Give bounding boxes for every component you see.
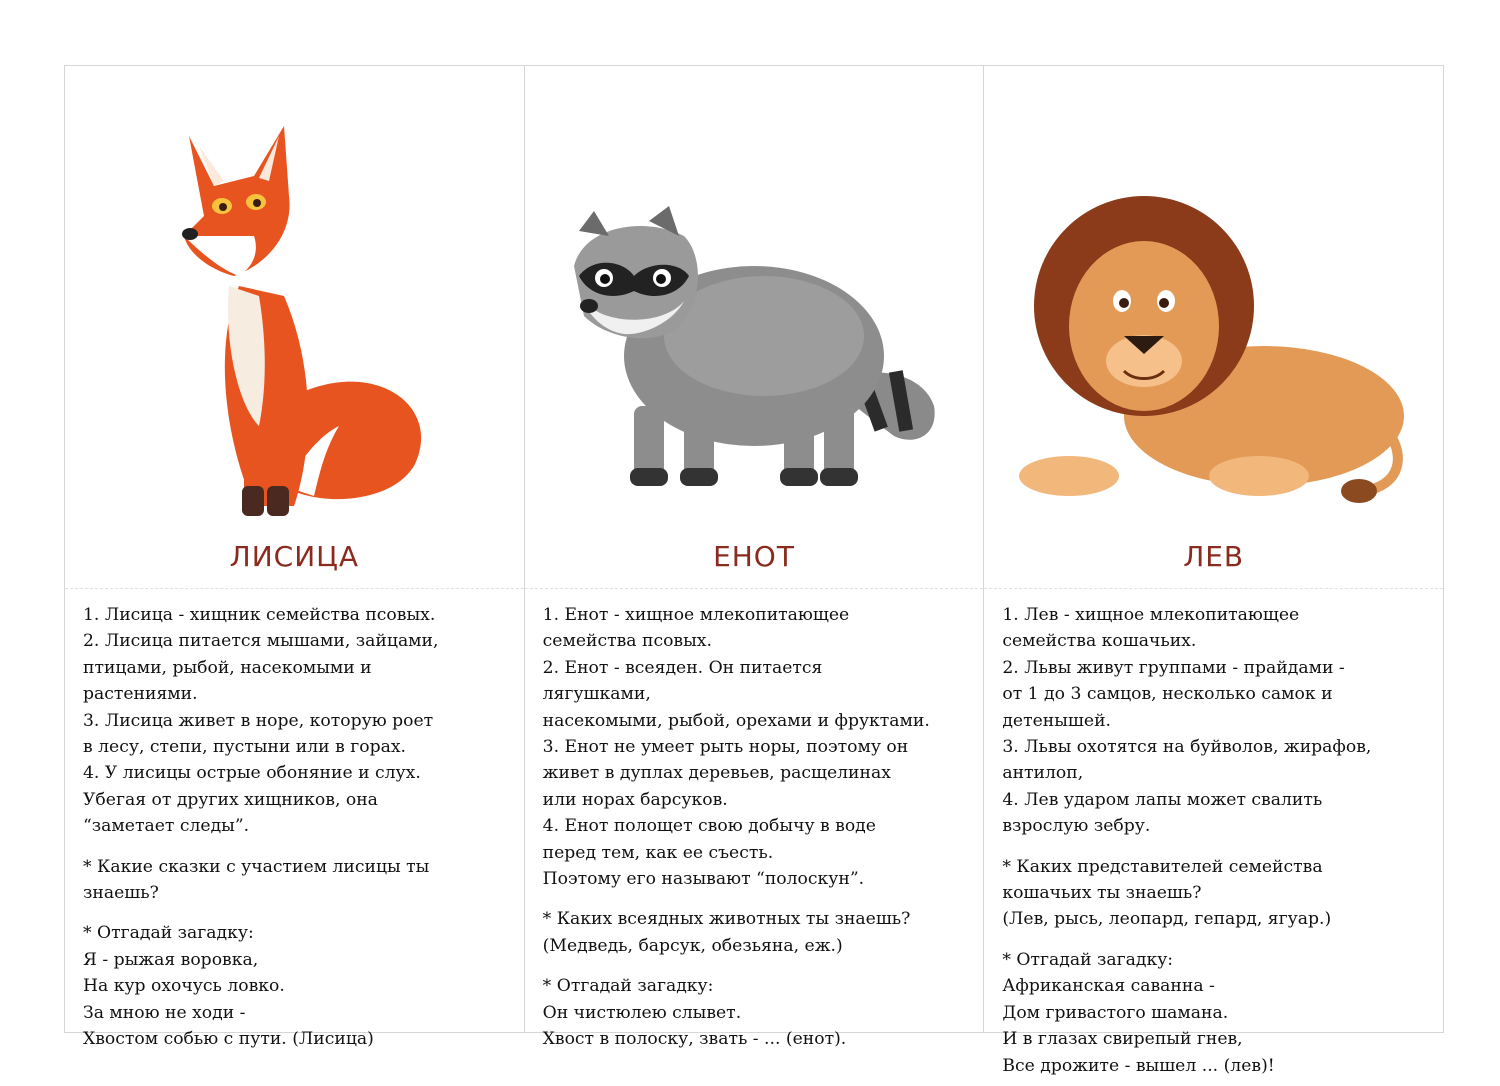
question-paragraph: * Каких всеядных животных ты знаешь? (Медведь, барсук, обезьяна, еж.) bbox=[542, 909, 911, 956]
facts-paragraph: 1. Лев - хищное млекопитающее семейства кошачьих. 2. Львы живут группами - прайдами - от 1 до 3 самцов, несколько самок и детенышей. 3. Львы охотятся на буйволов, жирафов, антилоп, 4. Лев ударом лапы может свалить взрослую зебру. bbox=[1002, 605, 1372, 837]
card-raccoon bbox=[525, 66, 985, 1050]
cards-sheet bbox=[64, 65, 1444, 1076]
facts-paragraph: 1. Лисица - хищник семейства псовых. 2. Лисица питается мышами, зайцами, птицами, рыбой, насекомыми и растениями. 3. Лисица живет в норе, которую роет в лесу, степи, пустыни или в горах. 4. У лисицы острые обоняние и слух. Убегая от других хищников, она “заметает следы”. bbox=[83, 605, 439, 837]
riddle-paragraph: * Отгадай загадку: Он чистюлею слывет. Хвост в полоску, звать - ... (енот). bbox=[542, 976, 847, 1050]
card-text bbox=[1002, 602, 1431, 1079]
fox-illustration-icon bbox=[144, 106, 444, 526]
card-text bbox=[83, 602, 512, 1053]
card-fox bbox=[65, 66, 525, 1050]
raccoon-picture bbox=[525, 66, 984, 506]
lion-picture bbox=[984, 66, 1443, 506]
lion-illustration-icon bbox=[1014, 186, 1414, 516]
card-lion bbox=[984, 66, 1443, 1076]
riddle-paragraph: * Отгадай загадку: Африканская саванна - Дом гривастого шамана. И в глазах свирепый гнев, Все дрожите - вышел ... (лев)! bbox=[1002, 949, 1275, 1076]
card-text bbox=[543, 602, 972, 1053]
card-title: ЛИСИЦА bbox=[229, 540, 360, 573]
question-paragraph: * Каких представителей семейства кошачьих ты знаешь? (Лев, рысь, леопард, гепард, ягуар.) bbox=[1002, 856, 1332, 930]
divider bbox=[984, 588, 1443, 589]
raccoon-illustration-icon bbox=[564, 206, 944, 506]
facts-paragraph: 1. Енот - хищное млекопитающее семейства псовых. 2. Енот - всеяден. Он питается лягушками, насекомыми, рыбой, орехами и фруктами. 3. Енот не умеет рыть норы, поэтому он живет в дуплах деревьев, расщелинах или норах барсуков. 4. Енот полощет свою добычу в воде перед тем, как ее съесть. Поэтому его называют “полоскун”. bbox=[542, 605, 930, 890]
fox-picture bbox=[65, 66, 524, 506]
question-paragraph: * Какие сказки с участием лисицы ты знаешь? bbox=[83, 856, 430, 904]
card-title: ЛЕВ bbox=[1183, 540, 1245, 573]
riddle-paragraph: * Отгадай загадку: Я - рыжая воровка, На кур охочусь ловко. За мною не ходи - Хвостом собью с пути. (Лисица) bbox=[83, 923, 374, 1050]
divider bbox=[65, 588, 524, 589]
divider bbox=[525, 588, 984, 589]
card-title: ЕНОТ bbox=[713, 540, 795, 573]
